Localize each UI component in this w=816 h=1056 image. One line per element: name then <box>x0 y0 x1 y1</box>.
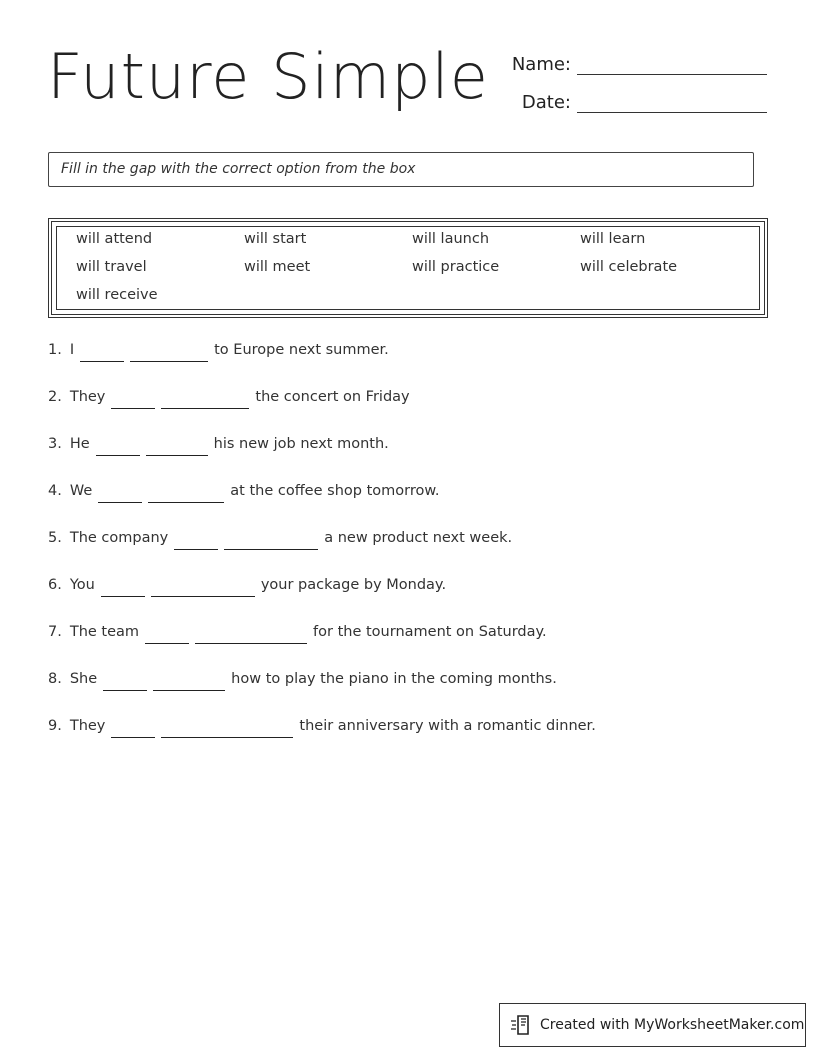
answer-blank-will[interactable] <box>174 530 218 550</box>
answer-blank-verb[interactable] <box>151 577 255 597</box>
question-item <box>48 530 768 577</box>
question-after: at the coffee shop tomorrow. <box>230 483 440 499</box>
word-bank-item: will meet <box>244 259 311 275</box>
question-number: 8. <box>48 671 62 687</box>
date-line[interactable] <box>577 90 767 113</box>
answer-blank-will[interactable] <box>145 624 189 644</box>
question-before: The team <box>69 624 140 640</box>
answer-blank-will[interactable] <box>96 436 140 456</box>
question-number: 3. <box>48 436 62 452</box>
question-item <box>48 577 768 624</box>
question-after: to Europe next summer. <box>214 342 389 358</box>
question-number: 7. <box>48 624 62 640</box>
word-bank-item: will travel <box>76 259 147 275</box>
answer-blank-will[interactable] <box>101 577 145 597</box>
question-after: the concert on Friday <box>255 389 410 405</box>
word-bank-item: will launch <box>412 231 490 247</box>
name-field <box>505 52 767 75</box>
answer-blank-will[interactable] <box>111 389 155 409</box>
question-after: their anniversary with a romantic dinner. <box>299 718 596 734</box>
word-bank-item: will practice <box>412 259 500 275</box>
question-before: They <box>69 718 106 734</box>
word-bank-item: will attend <box>76 231 153 247</box>
question-number: 2. <box>48 389 62 405</box>
question-before: They <box>69 389 106 405</box>
question-number: 1. <box>48 342 62 358</box>
question-after: your package by Monday. <box>260 577 447 593</box>
question-before: I <box>69 342 75 358</box>
answer-blank-verb[interactable] <box>161 718 293 738</box>
answer-blank-verb[interactable] <box>161 389 249 409</box>
question-item <box>48 671 768 718</box>
word-bank-item: will celebrate <box>580 259 678 275</box>
question-number: 6. <box>48 577 62 593</box>
question-after: his new job next month. <box>213 436 389 452</box>
answer-blank-verb[interactable] <box>146 436 208 456</box>
question-item <box>48 389 768 436</box>
question-before: The company <box>69 530 169 546</box>
question-before: We <box>69 483 93 499</box>
answer-blank-will[interactable] <box>80 342 124 362</box>
question-before: You <box>69 577 95 593</box>
question-before: He <box>69 436 90 452</box>
name-line[interactable] <box>577 52 767 75</box>
word-bank-grid <box>76 230 748 305</box>
question-number: 5. <box>48 530 62 546</box>
answer-blank-verb[interactable] <box>153 671 225 691</box>
question-item <box>48 624 768 671</box>
question-number: 9. <box>48 718 62 734</box>
name-label: Name: <box>511 54 571 75</box>
book-logo-icon <box>510 1014 534 1036</box>
footer-text: Created with MyWorksheetMaker.com <box>540 1017 805 1033</box>
question-after: for the tournament on Saturday. <box>313 624 547 640</box>
footer-credit[interactable] <box>499 1003 806 1047</box>
answer-blank-will[interactable] <box>111 718 155 738</box>
question-number: 4. <box>48 483 62 499</box>
answer-blank-verb[interactable] <box>195 624 307 644</box>
answer-blank-verb[interactable] <box>130 342 208 362</box>
question-list <box>48 342 768 765</box>
answer-blank-will[interactable] <box>103 671 147 691</box>
word-bank-box <box>48 218 768 318</box>
question-item <box>48 718 768 765</box>
question-item <box>48 436 768 483</box>
question-after: a new product next week. <box>324 530 513 546</box>
question-item <box>48 483 768 530</box>
answer-blank-verb[interactable] <box>148 483 224 503</box>
answer-blank-verb[interactable] <box>224 530 318 550</box>
question-before: She <box>69 671 98 687</box>
question-item <box>48 342 768 389</box>
word-bank-item: will receive <box>76 287 158 303</box>
question-after: how to play the piano in the coming months. <box>231 671 557 687</box>
answer-blank-will[interactable] <box>98 483 142 503</box>
word-bank-item: will start <box>244 231 307 247</box>
date-field <box>505 90 767 113</box>
instructions-box: Fill in the gap with the correct option from the box <box>48 152 754 187</box>
page-title: Future Simple <box>47 40 489 113</box>
word-bank-item: will learn <box>580 231 646 247</box>
date-label: Date: <box>521 92 571 113</box>
